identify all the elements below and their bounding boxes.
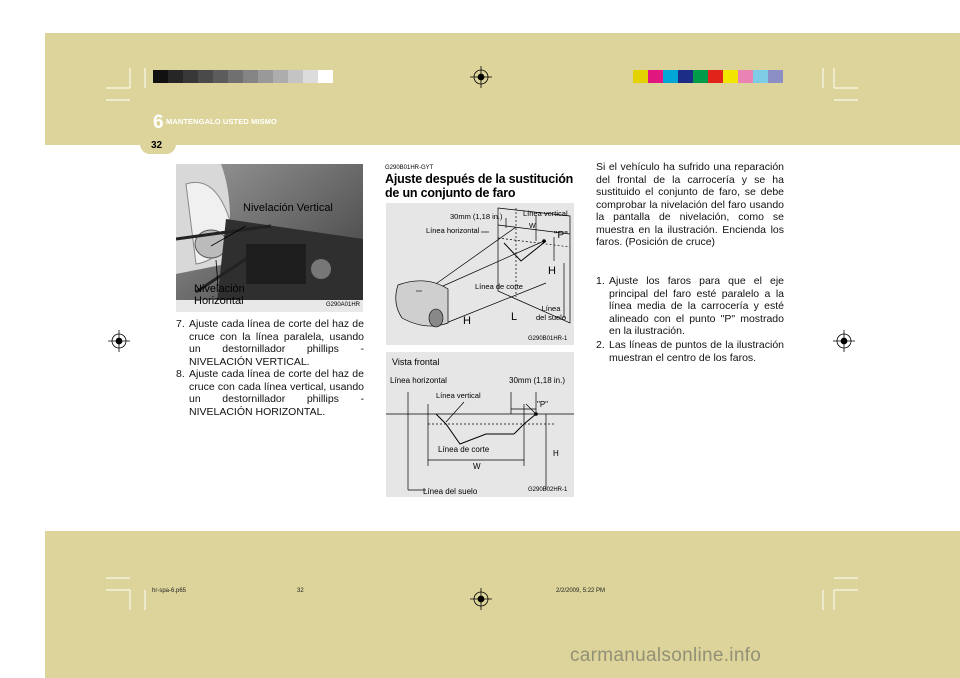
footer-page: 32	[297, 588, 304, 594]
label-horizontal-line2: Horizontal	[194, 295, 244, 307]
intro-paragraph: Si el vehículo ha sufrido una reparación del frontal de la carrocería y se ha sustituido el conjunto de faro, se debe comprobar la nivelación del faro usando la pantalla de nivelación, como se muestra en la ilustración. Encienda los faros. (Posición de cruce)	[596, 161, 784, 248]
list-item-number: 8.	[176, 368, 185, 380]
section-title: Ajuste después de la sustitución de un conjunto de faro	[385, 172, 574, 200]
list-item-text: Ajuste los faros para que el eje principal del faro esté paralelo a la línea media de la carrocería y esté alineado con el punto "P" mostrado en la ilustración.	[609, 275, 784, 337]
color-swatch-3	[678, 70, 693, 83]
list-item-1	[596, 275, 784, 339]
gray-swatch-3	[198, 70, 213, 83]
fig3-horizontal-line: Línea horizontal	[390, 376, 447, 385]
registration-mark-bottom-icon	[470, 588, 492, 610]
fig3-w: W	[473, 462, 481, 471]
gray-swatch-6	[243, 70, 258, 83]
page-number: 32	[151, 140, 163, 151]
fig2-l: L	[511, 311, 518, 323]
fig3-code: G290B02HR-1	[528, 487, 568, 493]
list-item-7	[176, 318, 364, 368]
crop-marks-bottom	[0, 560, 960, 620]
color-swatch-4	[693, 70, 708, 83]
list-item-2	[596, 339, 784, 379]
footer-file: hr-spa-6.p65	[152, 588, 187, 594]
gray-swatch-11	[318, 70, 333, 83]
fig3-vertical-line: Línea vertical	[436, 391, 481, 400]
aiming-diagram-perspective	[386, 203, 574, 345]
label-horizontal-leveling	[194, 283, 245, 307]
gray-swatch-9	[288, 70, 303, 83]
fig2-p: "P"	[554, 230, 568, 241]
crop-marks-top	[0, 0, 960, 145]
gray-swatch-10	[303, 70, 318, 83]
color-swatch-5	[708, 70, 723, 83]
label-horizontal-line1: Nivelación	[194, 283, 245, 295]
footer-date: 2/2/2009, 5:22 PM	[556, 588, 606, 594]
gray-swatch-2	[183, 70, 198, 83]
color-swatch-7	[738, 70, 753, 83]
fig3-floor-line: Línea del suelo	[423, 487, 478, 496]
fig2-floor-line-1: Línea	[541, 304, 561, 313]
chapter-number: 6	[153, 112, 164, 133]
registration-mark-right-icon	[833, 330, 855, 352]
list-item-number: 2.	[596, 339, 605, 351]
color-bar	[633, 70, 783, 83]
gray-swatch-5	[228, 70, 243, 83]
registration-mark-icon	[470, 66, 492, 88]
aiming-diagram-front	[386, 352, 574, 497]
list-item-number: 7.	[176, 318, 185, 330]
figure1-code: G290A01HR	[326, 302, 361, 308]
color-swatch-9	[768, 70, 783, 83]
fig3-distance: 30mm (1,18 in.)	[509, 376, 566, 385]
list-item-text: Las líneas de puntos de la ilustración muestran el centro de los faros.	[609, 339, 784, 364]
aiming-perspective-drawing	[386, 203, 574, 345]
watermark: carmanualsonline.info	[570, 645, 762, 666]
gray-swatch-1	[168, 70, 183, 83]
gray-swatch-8	[273, 70, 288, 83]
fig2-cut-line: Línea de corte	[475, 282, 523, 291]
color-swatch-1	[648, 70, 663, 83]
list-item-text: Ajuste cada línea de corte del haz de cruce con la línea paralela, usando un destornillador phillips - NIVELACIÓN VERTICAL.	[189, 318, 364, 368]
fig3-p: "P"	[537, 400, 549, 409]
grayscale-bar	[153, 70, 333, 83]
color-swatch-6	[723, 70, 738, 83]
fig2-floor-line-2: del suelo	[536, 313, 567, 322]
fig2-horizontal-line: Línea horizontal	[426, 226, 480, 235]
color-swatch-0	[633, 70, 648, 83]
gray-swatch-7	[258, 70, 273, 83]
aiming-front-drawing	[386, 352, 574, 497]
fig3-h: H	[553, 449, 559, 458]
fig2-h2: H	[463, 315, 471, 327]
fig2-distance: 30mm (1,18 in.)	[450, 212, 503, 221]
registration-mark-left-icon	[108, 330, 130, 352]
fig3-front-view: Vista frontal	[392, 357, 440, 367]
fig2-vertical-line: Línea vertical	[523, 209, 568, 218]
label-vertical-leveling: Nivelación Vertical	[243, 202, 333, 214]
section-code: G290B01HR-GYT	[385, 165, 434, 171]
fig3-cut-line: Línea de corte	[438, 445, 490, 454]
list-item-text: Ajuste cada línea de corte del haz de cruce con cada línea vertical, usando un destornillador phillips - NIVELACIÓN HORIZONTAL.	[189, 368, 364, 418]
chapter-title: MANTENGALO USTED MISMO	[166, 117, 277, 126]
gray-swatch-0	[153, 70, 168, 83]
list-item-number: 1.	[596, 275, 605, 287]
gray-swatch-4	[213, 70, 228, 83]
fig2-code: G290B01HR-1	[528, 336, 568, 342]
fig2-floor-line	[536, 304, 566, 322]
fig2-w: W	[529, 223, 536, 230]
color-swatch-2	[663, 70, 678, 83]
headlight-photo	[176, 164, 363, 312]
fig2-h: H	[548, 265, 556, 277]
color-swatch-8	[753, 70, 768, 83]
list-item-8	[176, 368, 364, 418]
